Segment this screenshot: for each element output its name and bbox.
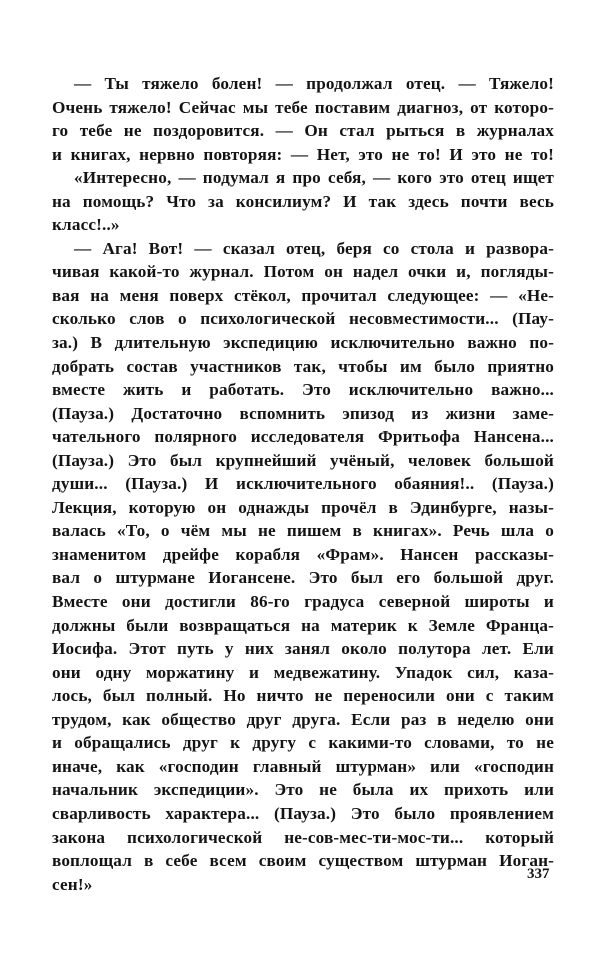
text-line: воплощал в себе всем своим существом штурман Иоган- xyxy=(52,851,554,871)
text-line: начальник экспедиции». Это не была их прихоть или xyxy=(52,780,554,800)
text-line: Очень тяжело! Сейчас мы тебе поставим диагноз, от которо- xyxy=(52,97,554,117)
text-line: сколько слов о психологической несовместимости... (Пау- xyxy=(52,309,554,329)
text-line: и обращались друг к другу с какими-то словами, то не xyxy=(52,733,554,753)
text-line: добрать состав участников так, чтобы им было приятно xyxy=(52,356,554,376)
text-line: (Пауза.) Это был крупнейший учёный, человек большой xyxy=(52,450,554,470)
text-line: они одну моржатину и медвежатину. Упадок сил, каза- xyxy=(52,662,554,682)
text-line: вместе жить и работать. Это исключительно важно... xyxy=(52,380,554,400)
text-line: на помощь? Что за консилиум? И так здесь почти весь xyxy=(52,191,554,211)
text-line: (Пауза.) Достаточно вспомнить эпизод из жизни заме- xyxy=(52,403,554,423)
text-line: сен!» xyxy=(52,874,93,894)
text-line: валась «То, о чём мы не пишем в книгах». Речь шла о xyxy=(52,521,554,541)
text-line: класс!..» xyxy=(52,215,120,235)
text-line: вая на меня поверх стёкол, прочитал следующее: — «Не- xyxy=(52,285,554,305)
text-line: иначе, как «господин главный штурман» или «господин xyxy=(52,756,554,776)
text-line: вал о штурмане Иогансене. Это был его большой друг. xyxy=(52,568,554,588)
text-line: Вместе они достигли 86-го градуса северной широты и xyxy=(52,592,554,612)
text-line: за.) В длительную экспедицию исключительно важно по- xyxy=(52,333,554,353)
text-line: — Ага! Вот! — сказал отец, беря со стола и развора- xyxy=(74,238,554,258)
page-number: 337 xyxy=(527,866,550,882)
text-line: — Ты тяжело болен! — продолжал отец. — Тяжело! xyxy=(74,74,554,93)
text-line: чивая какой-то журнал. Потом он надел очки и, погляды- xyxy=(52,262,554,282)
text-line: лось, был полный. Но ничто не переносили они с таким xyxy=(52,686,554,706)
text-line: чательного полярного исследователя Фритьофа Нансена... xyxy=(52,427,554,447)
text-line: го тебе не поздоровится. — Он стал рыться в журналах xyxy=(52,121,554,141)
text-line: души... (Пауза.) И исключительного обаяния!.. (Пауза.) xyxy=(52,474,554,494)
text-line: сварливость характера... (Пауза.) Это было проявлением xyxy=(52,803,554,823)
text-line: знаменитом дрейфе корабля «Фрам». Нансен рассказы- xyxy=(52,544,554,564)
book-page-text xyxy=(52,72,554,896)
text-line: трудом, как общество друг друга. Если раз в неделю они xyxy=(52,709,554,729)
text-line: закона психологической не-сов-мес-ти-мос-ти... который xyxy=(52,827,554,847)
text-line: и книгах, нервно повторяя: — Нет, это не то! И это не то! xyxy=(52,144,554,164)
text-line: «Интересно, — подумал я про себя, — кого это отец ищет xyxy=(74,168,554,188)
text-line: Лекция, которую он однажды прочёл в Эдинбурге, назы- xyxy=(52,497,554,517)
text-line: Иосифа. Этот путь у них занял около полутора лет. Ели xyxy=(52,639,554,659)
text-line: должны были возвращаться на материк к Земле Франца- xyxy=(52,615,554,635)
